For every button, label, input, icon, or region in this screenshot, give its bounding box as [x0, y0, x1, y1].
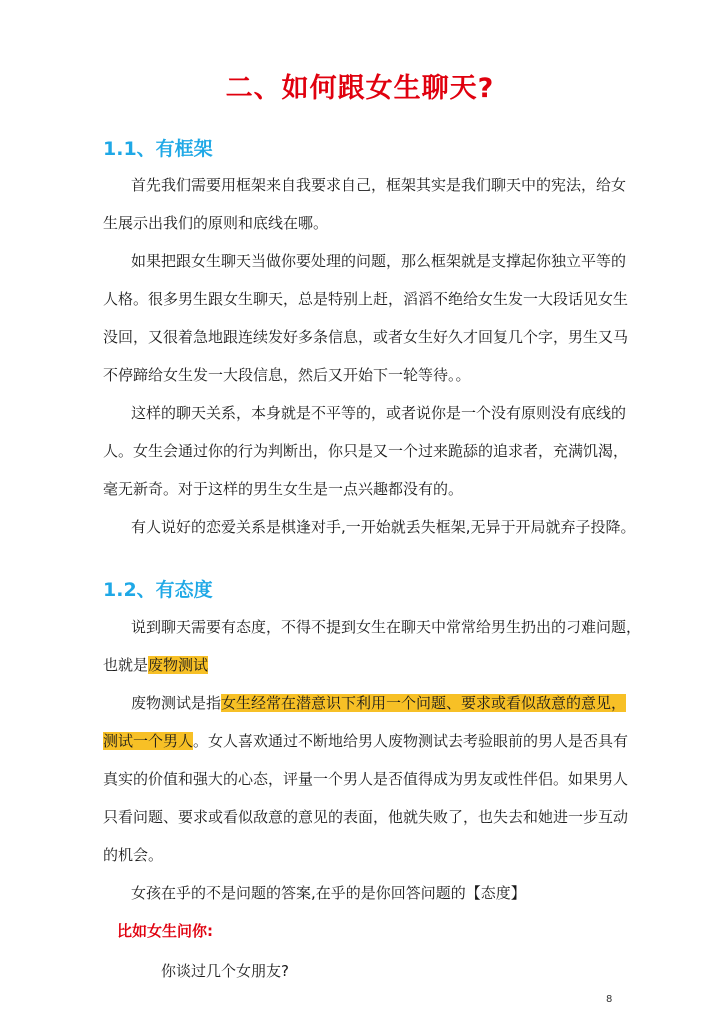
paragraph-line	[131, 692, 626, 714]
text-run: 废物测试是指	[131, 694, 222, 712]
section-heading-framework: 1.1、有框架	[103, 138, 213, 160]
paragraph-line: 如果把跟女生聊天当做你要处理的问题，那么框架就是支撑起你独立平等的	[131, 252, 627, 270]
paragraph-line: 说到聊天需要有态度，不得不提到女生在聊天中常常给男生扔出的刁难问题，	[131, 618, 642, 636]
highlighted-text: 废物测试	[148, 656, 209, 674]
text-run: 也就是	[103, 656, 149, 674]
page-title: 二、如何跟女生聊天?	[225, 73, 495, 104]
example-question: 你谈过几个女朋友?	[161, 962, 289, 980]
paragraph-line: 真实的价值和强大的心态，评量一个男人是否值得成为男友或性伴侣。如果男人	[103, 770, 629, 788]
highlighted-text: 测试一个男人	[103, 732, 194, 750]
paragraph-line: 不停蹄给女生发一大段信息，然后又开始下一轮等待。。	[103, 366, 471, 384]
paragraph-line: 人。女生会通过你的行为判断出，你只是又一个过来跪舔的追求者，充满饥渴，	[103, 442, 629, 460]
text-run: 。女人喜欢通过不断地给男人废物测试去考验眼前的男人是否具有	[193, 732, 629, 750]
example-label: 比如女生问你:	[117, 922, 213, 940]
paragraph-line: 没回，又很着急地跟连续发好多条信息，或者女生好久才回复几个字，男生又马	[103, 328, 629, 346]
paragraph-line: 只看问题、要求或看似敌意的意见的表面，他就失败了，也失去和她进一步互动	[103, 808, 629, 826]
paragraph-line: 女孩在乎的不是问题的答案,在乎的是你回答问题的【态度】	[131, 884, 526, 902]
highlighted-text: 女生经常在潜意识下利用一个问题、要求或看似敌意的意见，	[221, 694, 627, 712]
paragraph-line: 首先我们需要用框架来自我要求自己，框架其实是我们聊天中的宪法，给女	[131, 176, 627, 194]
paragraph-line: 毫无新奇。对于这样的男生女生是一点兴趣都没有的。	[103, 480, 464, 498]
paragraph-line: 的机会。	[103, 846, 164, 864]
section-heading-attitude: 1.2、有态度	[103, 579, 213, 601]
paragraph-line: 这样的聊天关系，本身就是不平等的，或者说你是一个没有原则没有底线的	[131, 404, 627, 422]
paragraph-line: 有人说好的恋爱关系是棋逢对手,一开始就丢失框架,无异于开局就弃子投降。	[131, 518, 636, 536]
paragraph-line: 生展示出我们的原则和底线在哪。	[103, 214, 329, 232]
paragraph-line	[103, 654, 208, 676]
page-number: 8	[606, 994, 613, 1005]
paragraph-line: 人格。很多男生跟女生聊天，总是特别上赶，滔滔不绝给女生发一大段话见女生	[103, 290, 629, 308]
paragraph-line	[103, 730, 628, 752]
